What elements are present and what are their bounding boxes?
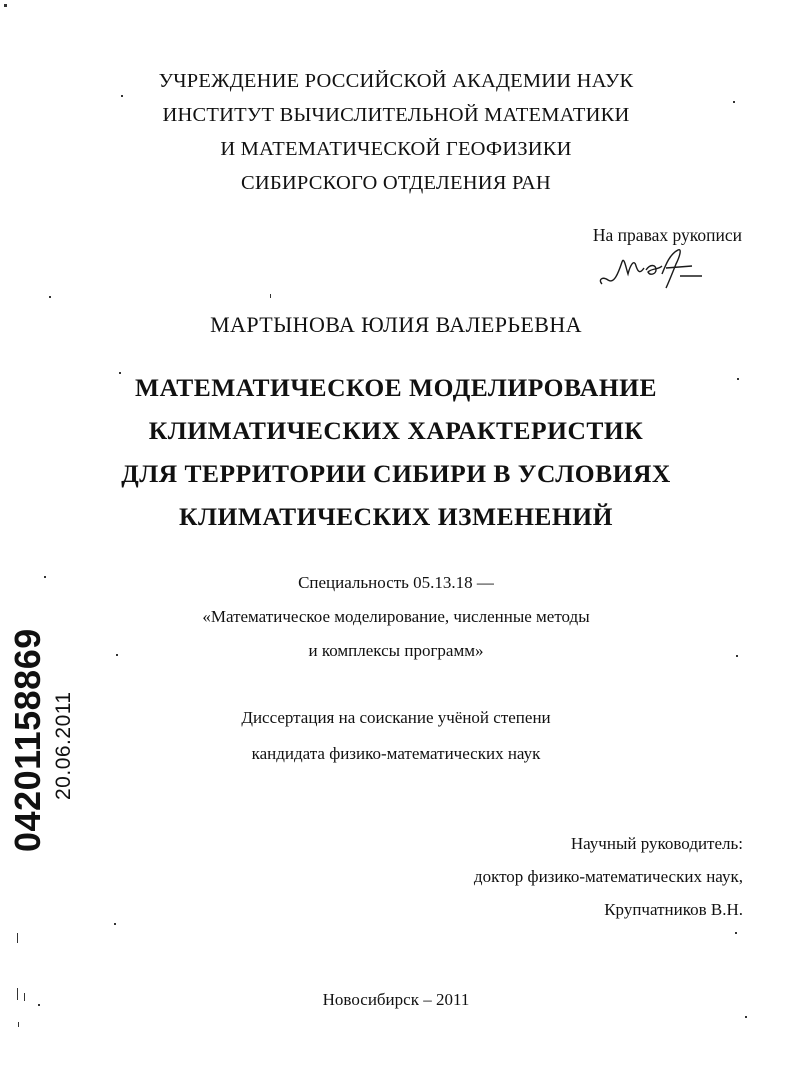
- title-line-2: КЛИМАТИЧЕСКИХ ХАРАКТЕРИСТИК: [148, 416, 644, 445]
- handwritten-signature: [596, 244, 708, 292]
- scan-speck: [17, 933, 18, 943]
- manuscript-note: На правах рукописи: [592, 225, 742, 245]
- title-line-4: КЛИМАТИЧЕСКИХ ИЗМЕНЕНИЙ: [179, 502, 613, 531]
- scan-speck: [119, 372, 121, 374]
- institution-block: [0, 64, 792, 200]
- scan-speck: [116, 654, 118, 656]
- stamp-number: 04201158869: [7, 628, 48, 852]
- specialty-line-3: и комплексы программ»: [308, 641, 484, 660]
- institution-line-2: ИНСТИТУТ ВЫЧИСЛИТЕЛЬНОЙ МАТЕМАТИКИ: [162, 104, 630, 126]
- scan-speck: [733, 101, 735, 103]
- scan-speck: [49, 296, 51, 298]
- scan-speck: [38, 1004, 40, 1006]
- dissertation-title: [0, 366, 792, 538]
- scan-speck: [17, 988, 18, 1000]
- specialty-line-2: «Математическое моделирование, численные методы: [202, 607, 590, 626]
- dissertation-degree-block: [0, 700, 792, 772]
- scan-speck: [44, 576, 46, 578]
- dissertation-line-1: Диссертация на соискание учёной степени: [241, 708, 551, 727]
- supervisor-name: Крупчатников В.Н.: [604, 900, 743, 919]
- supervisor-degree: доктор физико-математических наук,: [473, 867, 743, 886]
- library-stamp: [8, 592, 84, 852]
- scan-speck: [114, 923, 116, 925]
- institution-line-1: УЧРЕЖДЕНИЕ РОССИЙСКОЙ АКАДЕМИИ НАУК: [158, 70, 634, 92]
- scan-speck: [121, 95, 123, 97]
- supervisor-block: [474, 827, 743, 926]
- dissertation-line-2: кандидата физико-математических наук: [251, 744, 541, 763]
- institution-line-3: И МАТЕМАТИЧЕСКОЙ ГЕОФИЗИКИ: [220, 138, 572, 160]
- scan-speck: [737, 378, 739, 380]
- specialty-block: [0, 566, 792, 668]
- scan-speck: [736, 655, 738, 657]
- scan-speck: [745, 1016, 747, 1018]
- scan-speck: [270, 294, 271, 298]
- title-line-1: МАТЕМАТИЧЕСКОЕ МОДЕЛИРОВАНИЕ: [135, 373, 657, 402]
- city-year: Новосибирск – 2011: [322, 990, 470, 1009]
- stamp-date: 20.06.2011: [52, 691, 75, 800]
- scan-speck: [735, 932, 737, 934]
- scan-speck: [24, 993, 25, 1001]
- specialty-line-1: Специальность 05.13.18 —: [298, 573, 494, 592]
- title-line-3: ДЛЯ ТЕРРИТОРИИ СИБИРИ В УСЛОВИЯХ: [121, 459, 671, 488]
- supervisor-label: Научный руководитель:: [570, 834, 743, 853]
- scan-speck: [18, 1022, 19, 1027]
- author-name: МАРТЫНОВА ЮЛИЯ ВАЛЕРЬЕВНА: [210, 312, 582, 337]
- scan-speck: [4, 4, 7, 7]
- institution-line-4: СИБИРСКОГО ОТДЕЛЕНИЯ РАН: [241, 172, 551, 194]
